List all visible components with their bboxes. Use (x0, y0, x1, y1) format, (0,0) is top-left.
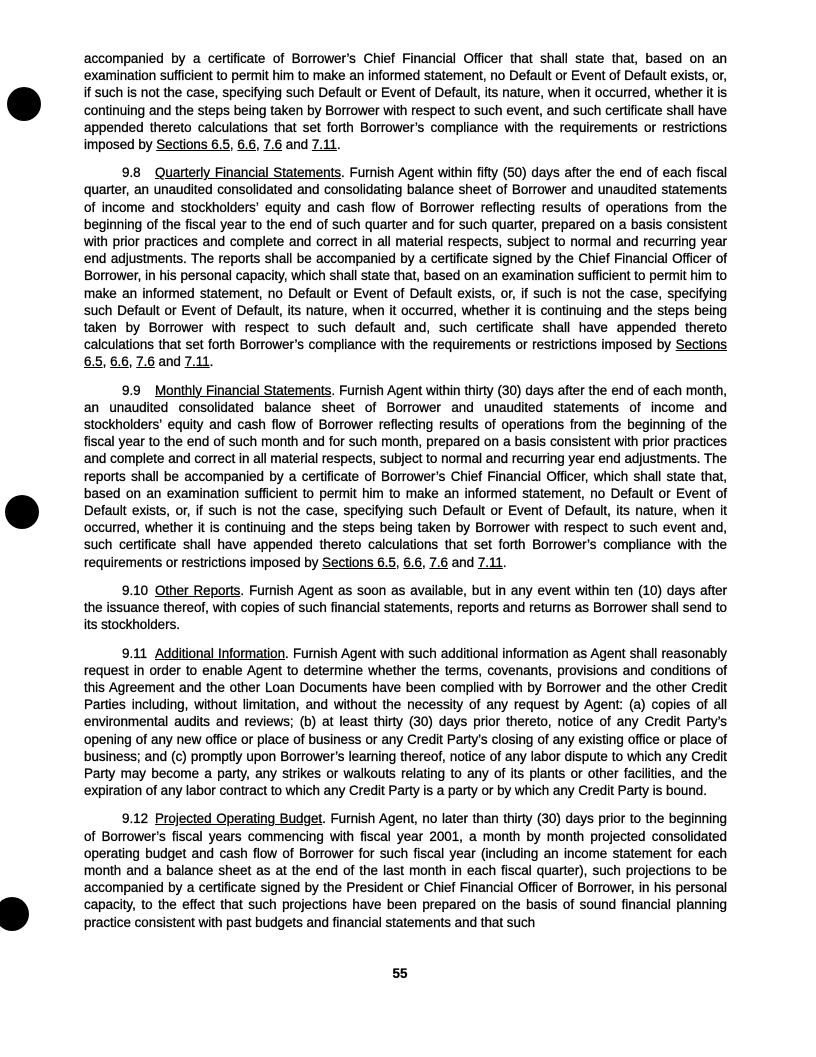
paragraph-text: , (102, 354, 111, 370)
paragraph (84, 810, 727, 930)
section-reference: 7.6 (429, 554, 449, 570)
paragraph (84, 164, 727, 370)
paragraph-text: . Furnish Agent within thirty (30) days after the end of each month, an unaudited consolidated balance sheet of Borrower and unaudited statements of income and stockholders’ equity and cash flow of Borrower reflecting results of operations from the beginning of the fiscal year to the end of such month and for such month, prepared on a basis consistent with prior practices and complete and correct in all material respects, subject to normal and recurring year end adjustments. The reports shall be accompanied by a certificate of Borrower’s Chief Financial Officer, which shall state that, based on an examination sufficient to permit him to make an informed statement, no Default or Event of Default exists, or, if such is not the case, specifying such Default or Event of Default, its nature, when it occurred, whether it is continuing and the steps being taken by Borrower with respect to such event and, such certificate shall have appended thereto calculations that set forth Borrower’s compliance with the requirements or restrictions imposed by (84, 382, 727, 570)
section-number: 9.10 (122, 582, 149, 598)
section-reference: 7.6 (136, 354, 155, 370)
paragraph-text: . (209, 354, 214, 370)
section-number: 9.9 (122, 382, 141, 398)
paragraph-text: , (229, 137, 238, 153)
paragraph-text: . Furnish Agent as soon as available, but in any event within ten (10) days after the issuance thereof, with copies of such financial statements, reports and returns as Borrower shall send to its stockholders. (84, 582, 727, 633)
section-reference: 7.11 (184, 354, 210, 370)
section-heading: Other Reports (155, 582, 241, 598)
section-reference: 7.11 (477, 554, 503, 570)
paragraph-text: and (282, 137, 312, 153)
section-reference: 6.6 (237, 137, 256, 153)
section-reference: Sections 6.5 (84, 337, 727, 370)
section-reference: Sections 6.5 (322, 554, 396, 570)
section-number: 9.11 (122, 645, 148, 661)
paragraph-text: . Furnish Agent with such additional information as Agent shall reasonably request in order to enable Agent to determine whether the terms, covenants, provisions and conditions of this Agreement and the other Loan Documents have been complied with by Borrower and the other Credit Parties including, without limitation, and without the necessity of any request by Agent: (a) copies of all environmental audits and reviews; (b) at least thirty (30) days prior thereto, notice of any Credit Party’s opening of any new office or place of business or any Credit Party’s closing of any existing office or place of business; and (c) promptly upon Borrower’s learning thereof, notice of any labor dispute to which any Credit Party may become a party, any strikes or walkouts relating to any of its plants or other facilities, and the expiration of any labor contract to which any Credit Party is a party or by which any Credit Party is bound. (84, 645, 727, 799)
paragraph-text: , (128, 354, 137, 370)
section-reference: 7.6 (263, 137, 283, 153)
paragraph (84, 645, 727, 800)
paragraph-text: , (421, 554, 430, 570)
paragraph-text: . Furnish Agent, no later than thirty (30) days prior to the beginning of Borrower’s fiscal years commencing with fiscal year 2001, a month by month projected consolidated operating budget and cash flow of Borrower for such fiscal year (including an income statement for each month and a balance sheet as at the end of the last month in each fiscal quarter), such projections to be accompanied by a certificate signed by the President or Chief Financial Officer of Borrower, in his personal capacity, to the effect that such projections have been prepared on the basis of sound financial planning practice consistent with past budgets and financial statements and that such (84, 811, 728, 930)
hole-punch-icon (0, 897, 29, 931)
document-body (84, 50, 727, 931)
paragraph-text: and (448, 554, 478, 570)
page-number: 55 (392, 966, 408, 981)
section-heading: Projected Operating Budget (155, 811, 323, 827)
paragraph-text: . (502, 554, 507, 570)
section-reference: 6.6 (403, 554, 422, 570)
paragraph-text: . (336, 137, 341, 153)
paragraph-text: , (395, 554, 404, 570)
section-number: 9.12 (122, 811, 149, 827)
paragraph (84, 50, 727, 153)
paragraph (84, 582, 727, 634)
section-heading: Quarterly Financial Statements (155, 165, 342, 181)
section-reference: Sections 6.5 (156, 137, 230, 153)
section-reference: 6.6 (110, 354, 129, 370)
paragraph (84, 382, 727, 571)
section-reference: 7.11 (311, 137, 337, 153)
section-heading: Monthly Financial Statements (155, 382, 332, 398)
paragraph-text: , (255, 137, 264, 153)
section-number: 9.8 (122, 165, 141, 181)
paragraph-text: and (154, 354, 185, 370)
hole-punch-icon (5, 495, 39, 529)
hole-punch-icon (7, 87, 41, 121)
paragraph-text: . Furnish Agent within fifty (50) days after the end of each fiscal quarter, an unaudited consolidated and consolidating balance sheet of Borrower and unaudited statements of income and stockholders’ equity and cash flow of Borrower reflecting results of operations from the beginning of the fiscal year to the end of such quarter and for such quarter, prepared on a basis consistent with prior practices and complete and correct in all material respects, subject to normal and recurring year end adjustments. The reports shall be accompanied by a certificate signed by the Chief Financial Officer of Borrower, in his personal capacity, which shall state that, based on an examination sufficient to permit him to make an informed statement, no Default or Event of Default exists, or, if such is not the case, specifying such Default or Event of Default, its nature, when it occurred, whether it is continuing and the steps being taken by Borrower with respect to such default and, such certificate shall have appended thereto calculations that set forth Borrower’s compliance with the requirements or restrictions imposed by (84, 165, 727, 353)
paragraph-text: accompanied by a certificate of Borrower’s Chief Financial Officer that shall state that, based on an examination sufficient to permit him to make an informed statement, no Default or Event of Default exists, or, if such is not the case, specifying such Default or Event of Default, its nature, when it occurred, whether it is continuing and the steps being taken by Borrower with respect to such event, and such certificate shall have appended thereto calculations that set forth Borrower’s compliance with the requirements or restrictions imposed by (84, 51, 727, 153)
section-heading: Additional Information (155, 645, 286, 661)
